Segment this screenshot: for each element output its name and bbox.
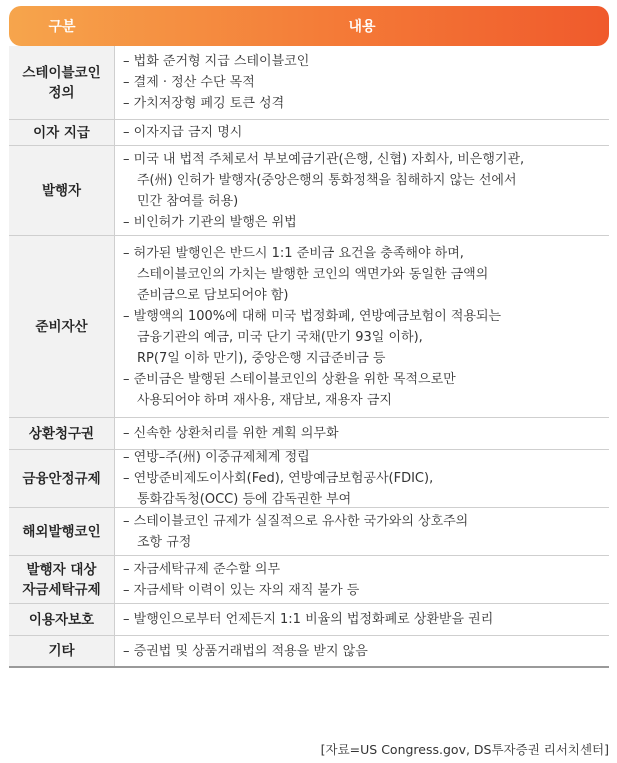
row-label <box>9 450 115 507</box>
header-content: 내용 <box>348 19 376 35</box>
table-row <box>9 418 609 450</box>
row-content <box>115 450 609 507</box>
row-label <box>9 120 115 145</box>
table-row <box>9 236 609 418</box>
content-line: – 허가된 발행인은 반드시 1:1 준비금 요건을 충족해야 하며, <box>123 245 464 261</box>
row-content <box>115 636 609 666</box>
content-line: – 결제 · 정산 수단 목적 <box>123 75 255 90</box>
table-row <box>9 556 609 604</box>
header-category: 구분 <box>48 19 76 35</box>
row-label <box>9 556 115 603</box>
row-label-line: 금융안정규제 <box>22 470 101 487</box>
content-line: – 자금세탁규제 준수할 의무 <box>123 561 281 577</box>
row-label <box>9 46 115 119</box>
content-line: 주(州) 인허가 발행자(중앙은행의 통화정책을 침해하지 않는 선에서 <box>137 172 517 188</box>
row-content <box>115 236 609 417</box>
content-line: – 미국 내 법적 주체로서 부보예금기관(은행, 신협) 자회사, 비은행기관, <box>123 151 525 167</box>
content-line: – 이자지급 금지 명시 <box>123 125 243 140</box>
row-content <box>115 604 609 635</box>
content-line: 사용되어야 하며 재사용, 재담보, 재용자 금지 <box>137 392 392 408</box>
table-row <box>9 450 609 508</box>
table-row <box>9 120 609 146</box>
row-label-line: 상환청구권 <box>28 425 95 442</box>
content-line: – 연방준비제도이사회(Fed), 연방예금보험공사(FDIC), <box>123 471 434 486</box>
row-label <box>9 636 115 666</box>
content-line: – 법화 준거형 지급 스테이블코인 <box>123 54 310 69</box>
table-header <box>9 6 609 46</box>
content-line: RP(7일 이하 만기), 중앙은행 지급준비금 등 <box>137 350 386 366</box>
content-line: – 자금세탁 이력이 있는 자의 재직 불가 등 <box>123 582 360 598</box>
row-label <box>9 236 115 417</box>
row-content <box>115 418 609 449</box>
content-line: 금융기관의 예금, 미국 단기 국채(만기 93일 이하), <box>137 329 423 345</box>
content-line: 준비금으로 담보되어야 함) <box>137 287 289 303</box>
content-line: – 가치저장형 페깅 토큰 성격 <box>123 96 285 111</box>
row-content <box>115 46 609 119</box>
row-label <box>9 418 115 449</box>
row-content <box>115 556 609 603</box>
row-label <box>9 604 115 635</box>
row-label-line: 이용자보호 <box>28 611 95 628</box>
content-line: 민간 참여를 허용) <box>137 193 239 209</box>
content-line: – 스테이블코인 규제가 실질적으로 유사한 국가와의 상호주의 <box>123 513 469 529</box>
row-label <box>9 146 115 235</box>
content-line: – 비인허가 기관의 발행은 위법 <box>123 214 297 230</box>
row-label-line: 발행자 <box>41 182 82 199</box>
table-row <box>9 46 609 120</box>
table-row <box>9 636 609 668</box>
regulation-table <box>9 46 609 668</box>
content-line: 조항 규정 <box>137 534 192 550</box>
content-line: – 증권법 및 상품거래법의 적용을 받지 않음 <box>123 643 368 659</box>
row-label-line: 준비자산 <box>35 318 88 335</box>
row-label-line: 정의 <box>48 84 75 101</box>
row-label-line: 이자 지급 <box>33 124 90 141</box>
content-line: – 준비금은 발행된 스테이블코인의 상환을 위한 목적으로만 <box>123 371 456 387</box>
content-line: – 발행인으로부터 언제든지 1:1 비율의 법정화폐로 상환받을 권리 <box>123 612 494 627</box>
content-line: 통화감독청(OCC) 등에 감독권한 부여 <box>137 492 352 507</box>
row-label-line: 자금세탁규제 <box>22 581 101 598</box>
content-line: – 연방–주(州) 이중규제체계 정립 <box>123 450 310 465</box>
row-label-line: 발행자 대상 <box>26 561 97 578</box>
row-content <box>115 508 609 555</box>
row-label-line: 해외발행코인 <box>22 523 101 540</box>
table-row <box>9 146 609 236</box>
row-content <box>115 120 609 145</box>
content-line: – 발행액의 100%에 대해 미국 법정화폐, 연방예금보험이 적용되는 <box>123 308 502 324</box>
row-label-line: 스테이블코인 <box>22 64 101 81</box>
row-content <box>115 146 609 235</box>
source-note: [자료=US Congress.gov, DS투자증권 리서치센터] <box>320 742 609 757</box>
row-label <box>9 508 115 555</box>
table-row <box>9 604 609 636</box>
content-line: 스테이블코인의 가치는 발행한 코인의 액면가와 동일한 금액의 <box>137 266 489 282</box>
table-row <box>9 508 609 556</box>
row-label-line: 기타 <box>48 643 75 659</box>
content-line: – 신속한 상환처리를 위한 계획 의무화 <box>123 426 339 441</box>
